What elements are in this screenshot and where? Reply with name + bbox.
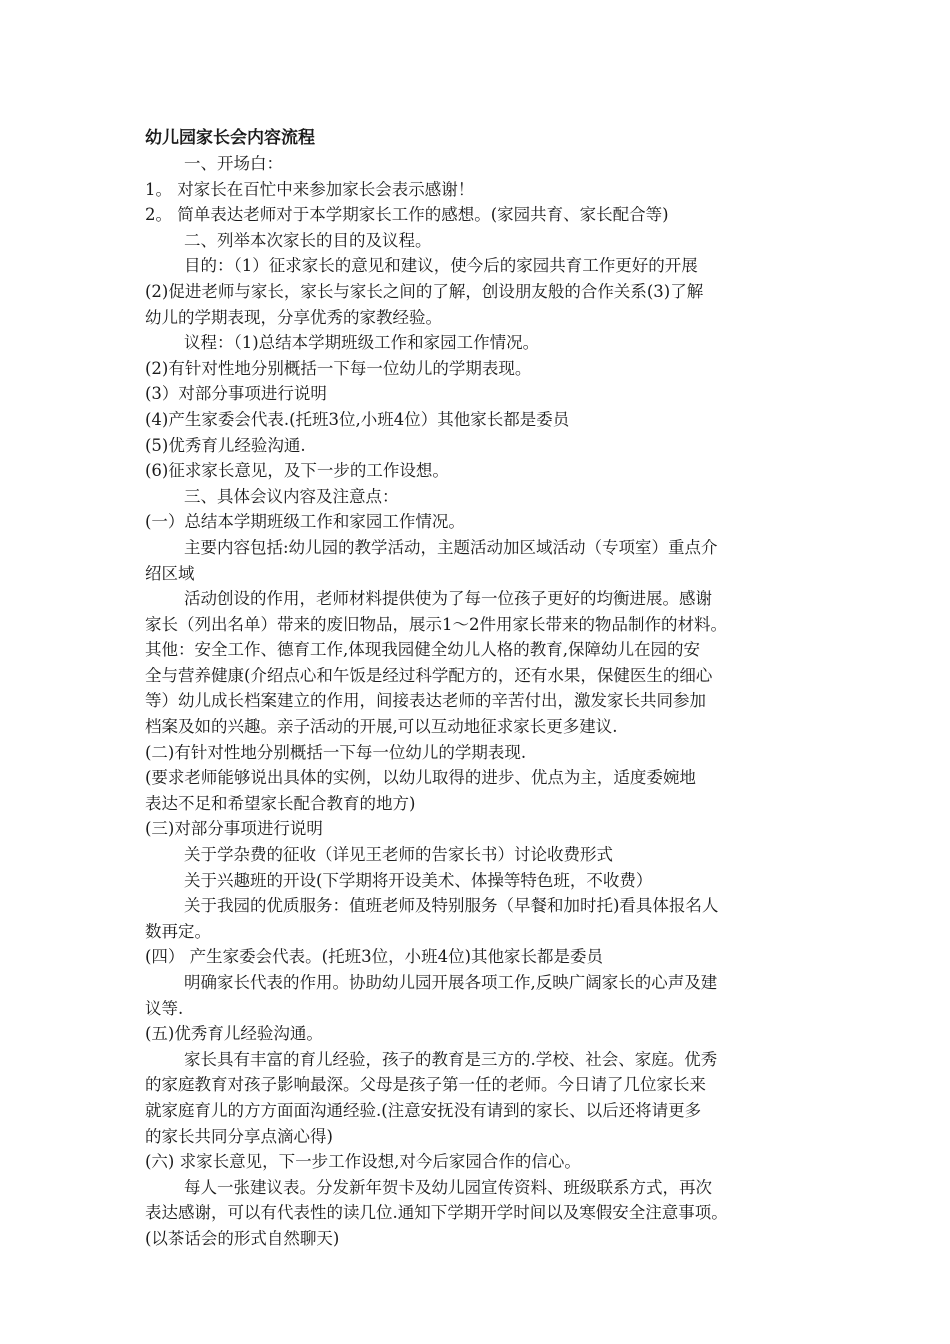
text-line: 明确家长代表的作用。协助幼儿园开展各项工作,反映广阔家长的心声及建 [184, 973, 718, 992]
text-line: (二)有针对性地分别概括一下每一位幼儿的学期表现. [145, 742, 527, 762]
text-line: 议程：（1)总结本学期班级工作和家园工作情况。 [184, 333, 540, 353]
text-line: 二、列举本次家长的目的及议程。 [184, 230, 432, 250]
text-line: 绍区域 [145, 563, 195, 583]
text-line: 1。 对家长在百忙中来参加家长会表示感谢！ [145, 179, 475, 199]
text-line: 一、开场白： [184, 154, 283, 173]
text-line: (2)促进老师与家长，家长与家长之间的了解，创设朋友般的合作关系(3)了解 [145, 281, 704, 301]
text-line: 2。 简单表达老师对于本学期家长工作的感想。(家园共育、家长配合等) [145, 205, 669, 225]
text-line: (5)优秀育儿经验沟通. [145, 435, 306, 455]
text-line: 等）幼儿成长档案建立的作用，间接表达老师的辛苦付出，激发家长共同参加 [145, 691, 706, 711]
text-line: 家长具有丰富的育儿经验，孩子的教育是三方的.学校、社会、家庭。优秀 [184, 1049, 718, 1069]
text-line: (四） 产生家委会代表。(托班3位，小班4位)其他家长都是委员 [145, 947, 604, 967]
text-line: (4)产生家委会代表.(托班3位,小班4位）其他家长都是委员 [145, 409, 570, 429]
text-line: 关于兴趣班的开设(下学期将开设美术、体操等特色班，不收费） [184, 870, 653, 890]
text-line: (三)对部分事项进行说明 [145, 819, 323, 839]
text-line: (3）对部分事项进行说明 [145, 384, 327, 404]
text-line: (要求老师能够说出具体的实例，以幼儿取得的进步、优点为主，适度委婉地 [145, 768, 696, 788]
document-body [145, 151, 825, 1252]
document-title: 幼儿园家长会内容流程 [145, 128, 315, 148]
text-line: 表达不足和希望家长配合教育的地方) [145, 793, 416, 813]
text-line: 关于我园的优质服务：值班老师及特别服务（早餐和加时托)看具体报名人 [184, 896, 719, 916]
text-line: 的家长共同分享点滴心得) [145, 1126, 333, 1146]
text-line: 家长（列出名单）带来的废旧物品，展示1～2件用家长带来的物品制作的材料。 [145, 614, 727, 634]
text-line: 全与营养健康(介绍点心和午饭是经过科学配方的，还有水果，保健医生的细心 [145, 665, 713, 685]
text-line: (2)有针对性地分别概括一下每一位幼儿的学期表现。 [145, 358, 532, 378]
text-line: 档案及如的兴趣。亲子活动的开展,可以互动地征求家长更多建议. [145, 717, 618, 737]
text-line: 其他：安全工作、德育工作,体现我园健全幼儿人格的教育,保障幼儿在园的安 [145, 640, 700, 660]
text-line: 的家庭教育对孩子影响最深。父母是孩子第一任的老师。今日请了几位家长来 [145, 1075, 706, 1095]
text-line: (6)征求家长意见，及下一步的工作设想。 [145, 461, 449, 481]
text-line: 表达感谢，可以有代表性的读几位.通知下学期开学时间以及寒假安全注意事项。 [145, 1203, 728, 1223]
text-line: 就家庭育儿的方方面面沟通经验.(注意安抚没有请到的家长、以后还将请更多 [145, 1100, 702, 1120]
text-line: 活动创设的作用，老师材料提供使为了每一位孩子更好的均衡进展。感谢 [184, 589, 712, 609]
text-line: 目的：（1）征求家长的意见和建议，使今后的家园共育工作更好的开展 [184, 256, 698, 276]
text-line: 关于学杂费的征收（详见王老师的告家长书）讨论收费形式 [184, 845, 613, 865]
text-line: 数再定。 [145, 921, 211, 941]
text-line: (一）总结本学期班级工作和家园工作情况。 [145, 512, 465, 532]
text-line: 三、具体会议内容及注意点： [184, 486, 399, 506]
text-line: (六) 求家长意见，下一步工作设想,对今后家园合作的信心。 [145, 1152, 581, 1172]
text-line: 幼儿的学期表现，分享优秀的家教经验。 [145, 307, 442, 327]
text-line: (以茶话会的形式自然聊天) [145, 1228, 340, 1248]
text-line: 每人一张建议表。分发新年贺卡及幼儿园宣传资料、班级联系方式，再次 [184, 1177, 712, 1197]
text-line: 议等. [145, 998, 184, 1018]
text-line: 主要内容包括:幼儿园的教学活动，主题活动加区域活动（专项室）重点介 [184, 537, 718, 557]
text-line: (五)优秀育儿经验沟通。 [145, 1024, 323, 1044]
